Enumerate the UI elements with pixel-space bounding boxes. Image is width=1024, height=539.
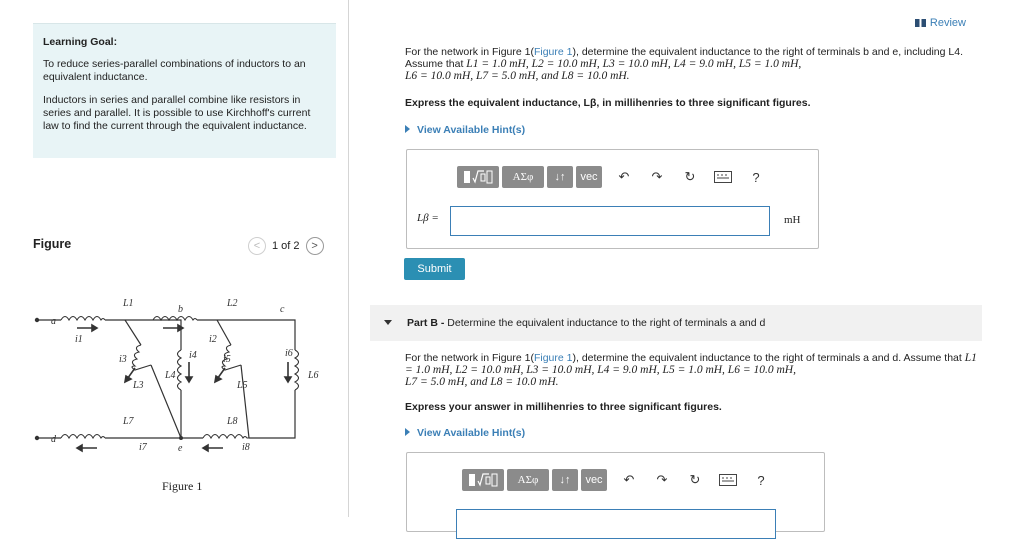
figure-link-b[interactable]: Figure 1 <box>533 352 573 364</box>
answer-input-b[interactable] <box>456 509 776 539</box>
review-label: Review <box>929 17 966 29</box>
figure-page-count: 1 of 2 <box>272 240 300 252</box>
redo-icon[interactable]: ↷ <box>651 169 663 184</box>
learning-goal-box <box>33 23 336 158</box>
part-b-hint-link[interactable] <box>405 427 525 439</box>
circuit-diagram <box>33 290 333 465</box>
label-l3: L3 <box>133 380 144 391</box>
vector-button-b[interactable]: vec <box>581 469 607 491</box>
figure-pager <box>248 237 324 255</box>
vector-button[interactable]: vec <box>576 166 602 188</box>
part-b-answer-box <box>406 452 825 532</box>
part-a-values-2: L6 = 10.0 mH, L7 = 5.0 mH, and L8 = 10.0 mH. <box>405 70 630 82</box>
label-i4: i4 <box>189 350 197 361</box>
label-l4: L4 <box>165 370 176 381</box>
subscript-button[interactable]: ↓↑ <box>547 166 573 188</box>
right-panel <box>349 0 1024 517</box>
inductor-l8 <box>203 435 249 439</box>
part-b-title-text: Determine the equivalent inductance to the right of terminals a and d <box>447 317 766 329</box>
inductor-l4 <box>178 350 182 390</box>
greek-symbols-button[interactable]: ΑΣφ <box>502 166 544 188</box>
label-l5: L5 <box>237 380 248 391</box>
template-icon <box>463 169 493 185</box>
part-b-header[interactable] <box>370 305 982 341</box>
keyboard-icon[interactable] <box>712 166 734 188</box>
inductor-l3 <box>132 345 151 370</box>
redo-icon-b[interactable]: ↷ <box>656 472 668 487</box>
part-b-question <box>405 352 985 388</box>
label-i3: i3 <box>119 354 127 365</box>
label-l1: L1 <box>123 298 134 309</box>
answer-input[interactable] <box>450 206 770 236</box>
part-a-question-text-2: ), determine the equivalent inductance to the right of terminals b and e, including L4. Assume that <box>405 46 963 70</box>
part-a-question-text: For the network in Figure 1( <box>405 46 534 58</box>
templates-button[interactable] <box>457 166 499 188</box>
learning-goal-title: Learning Goal: <box>43 36 118 48</box>
label-i6: i6 <box>285 348 293 359</box>
figure-caption: Figure 1 <box>162 479 203 493</box>
part-b-title <box>407 317 765 329</box>
math-toolbar-b <box>462 469 772 491</box>
part-a-values-1: L1 = 1.0 mH, L2 = 10.0 mH, L3 = 10.0 mH, L4 = 9.0 mH, L5 = 1.0 mH, <box>466 58 802 70</box>
label-l2: L2 <box>227 298 238 309</box>
label-i8: i8 <box>242 442 250 453</box>
label-l7: L7 <box>123 416 134 427</box>
label-l8: L8 <box>227 416 238 427</box>
subscript-button-b[interactable]: ↓↑ <box>552 469 578 491</box>
reset-icon-b[interactable]: ↻ <box>689 472 701 487</box>
part-a-hint-link[interactable] <box>405 124 525 136</box>
submit-button[interactable]: Submit <box>404 258 465 280</box>
part-b-question-text: For the network in Figure 1( <box>405 352 534 364</box>
prev-figure-button[interactable]: < <box>248 237 266 255</box>
math-toolbar <box>457 166 767 188</box>
answer-label: Lβ = <box>417 212 439 224</box>
label-i5: i5 <box>223 354 231 365</box>
next-figure-button[interactable]: > <box>306 237 324 255</box>
terminal-a: a <box>51 316 56 327</box>
keyboard-icon-b[interactable] <box>717 469 739 491</box>
expand-icon <box>405 125 410 133</box>
part-a-instruction: Express the equivalent inductance, Lβ, in millihenries to three significant figures. <box>405 97 811 109</box>
undo-icon[interactable]: ↶ <box>618 169 630 184</box>
part-b-values-2: L7 = 5.0 mH, and L8 = 10.0 mH. <box>405 376 559 388</box>
node-e: e <box>178 443 183 454</box>
reset-icon[interactable]: ↻ <box>684 169 696 184</box>
part-a-answer-box <box>406 149 819 249</box>
hint-label-b: View Available Hint(s) <box>417 427 526 439</box>
left-panel <box>0 0 349 517</box>
terminal-d: d <box>51 434 56 445</box>
learning-goal-detail: Inductors in series and parallel combine like resistors in series and parallel. It is possible to use Kirchhoff's current law to find the current through the equivalent inductance. <box>43 94 311 132</box>
help-icon-b[interactable]: ? <box>757 472 765 488</box>
figure-title: Figure <box>33 237 72 251</box>
expand-icon-b <box>405 428 410 436</box>
inductor-l1 <box>61 317 105 321</box>
part-b-instruction: Express your answer in millihenries to three significant figures. <box>405 401 722 413</box>
figure-link[interactable]: Figure 1 <box>533 46 573 58</box>
learning-goal-text: To reduce series-parallel combinations of inductors to an equivalent inductance. <box>43 58 306 83</box>
label-i1: i1 <box>75 334 83 345</box>
part-b-question-text-2: ), determine the equivalent inductance to the right of terminals a and d. Assume that <box>572 352 962 364</box>
template-icon-b <box>468 472 498 488</box>
label-i2: i2 <box>209 334 217 345</box>
part-b-values-1: L1 = 1.0 mH, L2 = 10.0 mH, L3 = 10.0 mH, L4 = 9.0 mH, L5 = 1.0 mH, L6 = 10.0 mH, <box>405 352 977 376</box>
templates-button-b[interactable] <box>462 469 504 491</box>
greek-symbols-button-b[interactable]: ΑΣφ <box>507 469 549 491</box>
help-icon[interactable]: ? <box>752 169 760 185</box>
answer-unit: mH <box>784 214 801 226</box>
undo-icon-b[interactable]: ↶ <box>623 472 635 487</box>
label-l6: L6 <box>308 370 319 381</box>
hint-label: View Available Hint(s) <box>417 124 526 136</box>
label-i7: i7 <box>139 442 147 453</box>
part-b-prefix: Part B - <box>407 317 448 329</box>
inductor-l6 <box>295 350 299 390</box>
review-icon <box>915 19 926 27</box>
collapse-icon <box>384 320 392 325</box>
node-c: c <box>280 304 285 315</box>
inductor-l7 <box>61 435 105 439</box>
review-link[interactable] <box>915 17 966 29</box>
node-b: b <box>178 304 183 315</box>
part-a-question <box>405 46 985 82</box>
